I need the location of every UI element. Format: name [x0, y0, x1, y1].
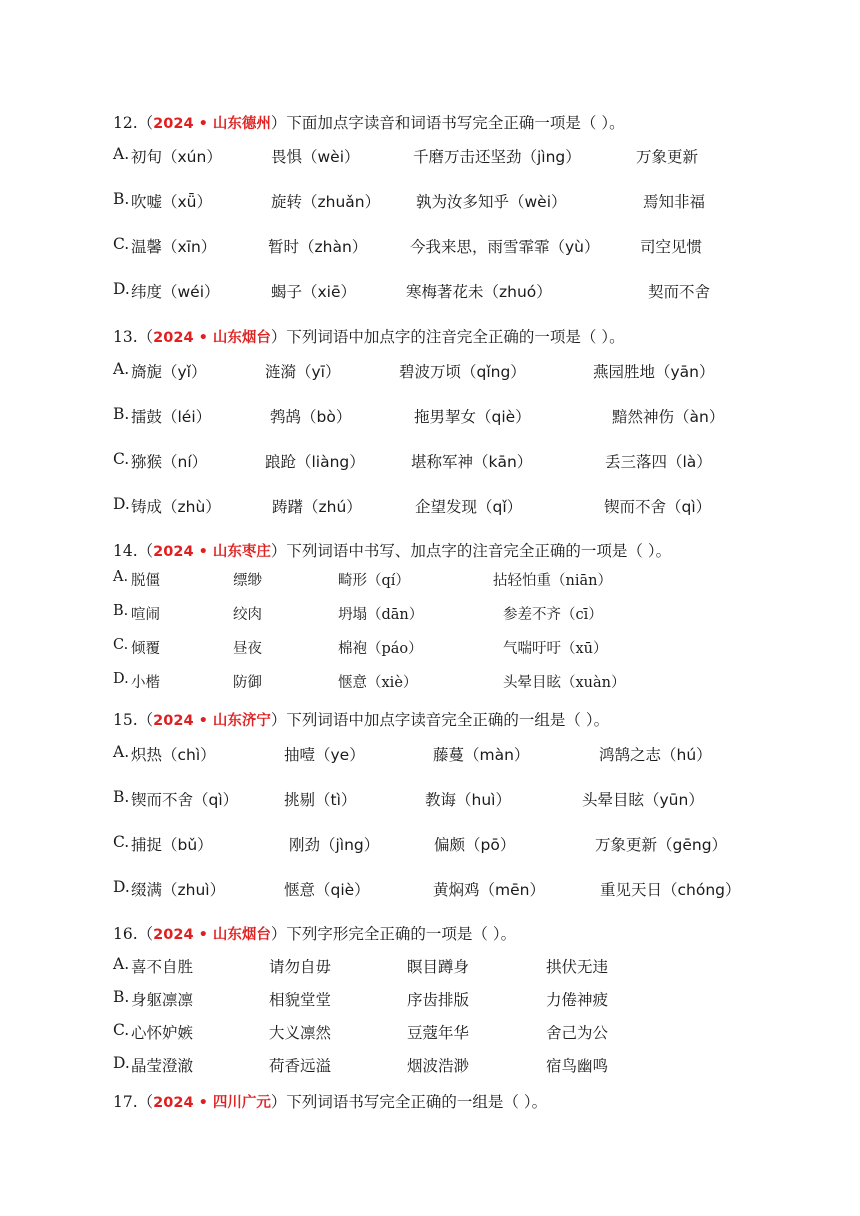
question-source: 2024 • 山东济宁	[153, 713, 271, 729]
question-number: 14.	[113, 542, 138, 560]
option-item: 绞肉	[233, 607, 262, 623]
option-item: 头晕目眩（xuàn）	[503, 675, 626, 691]
option-item: 藤蔓（màn）	[433, 746, 530, 764]
option-label: D.	[113, 878, 130, 896]
option-item: 踌躇（zhú）	[272, 498, 362, 516]
option-item: 锲而不舍（qì）	[604, 498, 712, 516]
question-text: ）下列词语中加点字读音完全正确的一组是（ ）。	[270, 711, 610, 729]
option-a	[113, 743, 833, 769]
option-item: 丢三落四（là）	[605, 453, 712, 471]
option-label: C.	[113, 1021, 130, 1039]
option-item: 契而不舍	[648, 283, 711, 301]
option-c	[113, 450, 833, 476]
option-a	[113, 569, 833, 595]
option-c	[113, 1021, 833, 1047]
option-item: 焉知非福	[643, 193, 706, 211]
option-item: 纬度（wéi）	[131, 283, 220, 301]
option-item: 吹嘘（xǖ）	[131, 193, 212, 211]
option-item: 抽噎（ye）	[284, 746, 365, 764]
option-label: A.	[113, 145, 130, 163]
option-item: 万象更新	[636, 148, 699, 166]
option-d	[113, 495, 833, 521]
option-item: 坍塌（dān）	[338, 607, 424, 623]
option-item: 寒梅著花未（zhuó）	[406, 283, 552, 301]
option-item: 防御	[233, 675, 262, 691]
option-item: 气喘吁吁（xū）	[503, 641, 608, 657]
option-item: 旖旎（yǐ）	[131, 363, 207, 381]
question-number: 17.	[113, 1093, 138, 1111]
option-label: B.	[113, 603, 129, 619]
option-item: 身躯凛凛	[131, 991, 194, 1009]
option-item: 请勿自毋	[269, 958, 332, 976]
option-item: 惬意（qiè）	[284, 881, 370, 899]
option-item: 黯然神伤（àn）	[612, 408, 725, 426]
option-item: 猕猴（ní）	[131, 453, 208, 471]
option-label: D.	[113, 1054, 130, 1072]
option-b	[113, 190, 833, 216]
option-item: 铸成（zhù）	[131, 498, 221, 516]
option-item: 拈轻怕重（niān）	[493, 573, 612, 589]
question-16-stem: 16.（2024 • 山东烟台）下列字形完全正确的一项是（ ）。	[113, 925, 517, 943]
question-text: ）下列词语中书写、加点字的注音完全正确的一项是（ ）。	[270, 542, 672, 560]
option-item: 惬意（xiè）	[338, 675, 418, 691]
question-13-stem: 13.（2024 • 山东烟台）下列词语中加点字的注音完全正确的一项是（ ）。	[113, 328, 625, 346]
option-label: D.	[113, 280, 130, 298]
option-item: 荷香远溢	[269, 1057, 332, 1075]
question-14-stem: 14.（2024 • 山东枣庄）下列词语中书写、加点字的注音完全正确的一项是（ ）。	[113, 542, 672, 560]
option-item: 喧闹	[131, 607, 160, 623]
option-item: 黄焖鸡（mēn）	[433, 881, 545, 899]
option-item: 相貌堂堂	[269, 991, 332, 1009]
option-item: 鸿鹄之志（hú）	[599, 746, 712, 764]
option-item: 蝎子（xiē）	[271, 283, 357, 301]
option-b	[113, 988, 833, 1014]
option-item: 倾覆	[131, 641, 160, 657]
option-label: C.	[113, 235, 130, 253]
option-item: 畏惧（wèi）	[271, 148, 360, 166]
option-item: 序齿排版	[407, 991, 470, 1009]
option-b	[113, 405, 833, 431]
option-item: 脱僵	[131, 573, 160, 589]
option-label: C.	[113, 637, 129, 653]
option-label: C.	[113, 450, 130, 468]
option-item: 碧波万顷（qǐng）	[399, 363, 526, 381]
option-item: 瞑目蹲身	[407, 958, 470, 976]
option-item: 畸形（qí）	[338, 573, 410, 589]
option-label: A.	[113, 955, 130, 973]
option-item: 心怀妒嫉	[131, 1024, 194, 1042]
option-item: 企望发现（qǐ）	[415, 498, 523, 516]
option-label: B.	[113, 988, 130, 1006]
option-item: 炽热（chì）	[131, 746, 216, 764]
question-number: 12.	[113, 114, 138, 132]
option-item: 挑剔（tì）	[284, 791, 357, 809]
option-label: B.	[113, 405, 130, 423]
option-item: 教诲（huì）	[425, 791, 511, 809]
option-item: 万象更新（gēng）	[595, 836, 728, 854]
option-item: 喜不自胜	[131, 958, 194, 976]
question-number: 13.	[113, 328, 138, 346]
question-text: ）下列字形完全正确的一项是（ ）。	[270, 925, 517, 943]
option-item: 孰为汝多知乎（wèi）	[416, 193, 567, 211]
option-label: A.	[113, 360, 130, 378]
option-item: 头晕目眩（yūn）	[582, 791, 704, 809]
option-label: B.	[113, 788, 130, 806]
option-item: 司空见惯	[640, 238, 703, 256]
option-label: D.	[113, 495, 130, 513]
question-source: 2024 • 山东德州	[153, 116, 271, 132]
option-item: 重见天日（chóng）	[600, 881, 741, 899]
question-text: ）下列词语书写完全正确的一组是（ ）。	[270, 1093, 548, 1111]
question-number: 15.	[113, 711, 138, 729]
option-item: 拱伏无违	[546, 958, 609, 976]
option-item: 晶莹澄澈	[131, 1057, 194, 1075]
option-item: 缥缈	[233, 573, 262, 589]
option-item: 旋转（zhuǎn）	[271, 193, 381, 211]
option-label: B.	[113, 190, 130, 208]
option-b	[113, 788, 833, 814]
option-item: 宿鸟幽鸣	[546, 1057, 609, 1075]
option-d	[113, 671, 833, 697]
option-c	[113, 235, 833, 261]
option-item: 燕园胜地（yān）	[593, 363, 715, 381]
question-12-stem: 12.（2024 • 山东德州）下面加点字读音和词语书写完全正确一项是（ ）。	[113, 114, 625, 132]
question-source: 2024 • 山东烟台	[153, 330, 271, 346]
option-item: 今我来思，雨雪霏霏（yù）	[410, 238, 600, 256]
option-a	[113, 955, 833, 981]
question-15-stem: 15.（2024 • 山东济宁）下列词语中加点字读音完全正确的一组是（ ）。	[113, 711, 610, 729]
option-item: 力倦神疲	[546, 991, 609, 1009]
option-b	[113, 603, 833, 629]
option-c	[113, 637, 833, 663]
option-item: 偏颇（pō）	[434, 836, 516, 854]
option-d	[113, 878, 833, 904]
question-number: 16.	[113, 925, 138, 943]
option-d	[113, 1054, 833, 1080]
option-item: 舍己为公	[546, 1024, 609, 1042]
question-source: 2024 • 四川广元	[153, 1095, 271, 1111]
option-item: 擂鼓（léi）	[131, 408, 212, 426]
option-a	[113, 360, 833, 386]
option-item: 大义凛然	[269, 1024, 332, 1042]
option-label: A.	[113, 569, 129, 585]
option-a	[113, 145, 833, 171]
option-item: 缀满（zhuì）	[131, 881, 226, 899]
option-label: D.	[113, 671, 129, 687]
option-item: 昼夜	[233, 641, 262, 657]
option-item: 棉袍（páo）	[338, 641, 423, 657]
option-item: 堪称军神（kān）	[411, 453, 533, 471]
option-d	[113, 280, 833, 306]
question-source: 2024 • 山东枣庄	[153, 544, 271, 560]
option-item: 初旬（xún）	[131, 148, 222, 166]
question-17-stem: 17.（2024 • 四川广元）下列词语书写完全正确的一组是（ ）。	[113, 1093, 548, 1111]
option-item: 鹁鸪（bò）	[270, 408, 352, 426]
option-item: 千磨万击还坚劲（jìng）	[413, 148, 581, 166]
option-item: 温馨（xīn）	[131, 238, 217, 256]
option-item: 暂时（zhàn）	[268, 238, 368, 256]
option-item: 小楷	[131, 675, 160, 691]
option-item: 刚劲（jìng）	[289, 836, 380, 854]
option-item: 踉跄（liàng）	[265, 453, 365, 471]
question-source: 2024 • 山东烟台	[153, 927, 271, 943]
question-text: ）下面加点字读音和词语书写完全正确一项是（ ）。	[270, 114, 625, 132]
option-c	[113, 833, 833, 859]
option-item: 烟波浩渺	[407, 1057, 470, 1075]
option-item: 捕捉（bǔ）	[131, 836, 213, 854]
option-item: 拖男挈女（qiè）	[414, 408, 531, 426]
option-item: 涟漪（yī）	[265, 363, 341, 381]
option-label: A.	[113, 743, 130, 761]
option-item: 豆蔻年华	[407, 1024, 470, 1042]
question-text: ）下列词语中加点字的注音完全正确的一项是（ ）。	[270, 328, 625, 346]
option-item: 参差不齐（cī）	[503, 607, 603, 623]
option-item: 锲而不舍（qì）	[131, 791, 239, 809]
option-label: C.	[113, 833, 130, 851]
